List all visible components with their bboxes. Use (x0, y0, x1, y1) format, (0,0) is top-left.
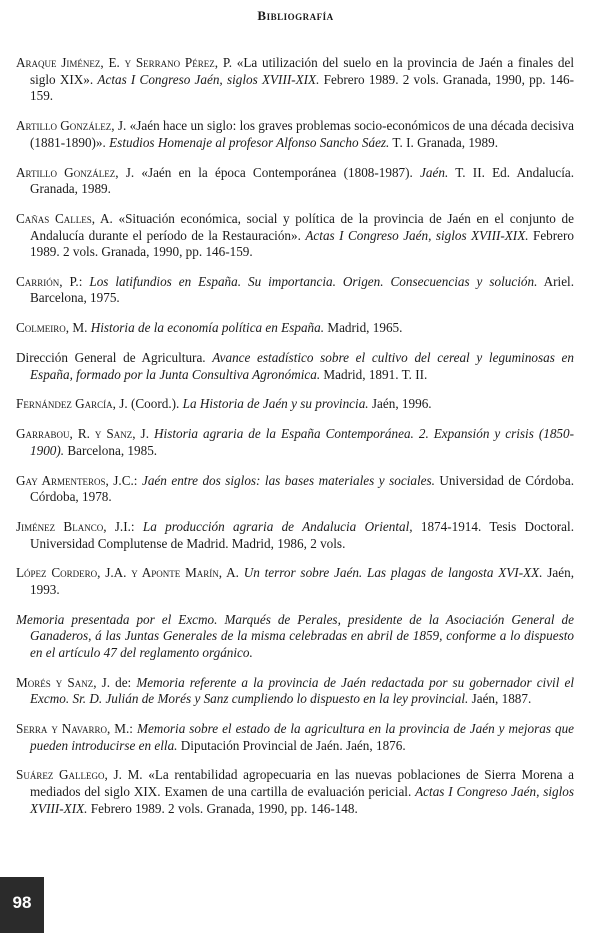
entry-title: Los latifundios en España. Su importancia. Origen. Consecuencias y solución. (89, 273, 538, 289)
entry-title: Memoria presentada por el Excmo. Marqués de Perales, presidente de la Asociación General de Ganaderos, á las Juntas Generales de la misma celebradas en abril de 1859, conforme a lo dispuesto en el artículo 47 del reglamento orgánico. (16, 611, 574, 660)
entry-author: Dirección General de Agricultura. (16, 350, 206, 366)
page-title: Bibliografía (257, 8, 334, 23)
bibliography-entry (16, 519, 574, 552)
entry-details: Ariel. Barcelona, 1975. (30, 273, 575, 306)
bibliography-entry (16, 767, 574, 817)
entry-text: «Jaén en la época Contemporánea (1808-1987). (134, 164, 421, 180)
entry-text: «La utilización del suelo en la provincia de Jaén a finales del siglo XIX». (30, 55, 574, 87)
bibliography-entry (16, 55, 574, 105)
entry-title: Jaén. (420, 164, 449, 180)
entry-text: (Coord.). (127, 396, 183, 412)
entry-details: Madrid, 1891. T. II. (320, 366, 428, 382)
bibliography-entry (16, 118, 574, 151)
entry-details: Madrid, 1965. (324, 320, 403, 336)
entry-author: Colmeiro, M. (16, 320, 88, 336)
entry-title: Actas I Congreso Jaén, siglos XVIII-XIX. (30, 784, 574, 816)
entry-title: Historia agraria de la España Contemporánea. 2. Expansión y crisis (1850-1900). (30, 426, 575, 458)
entry-title: Jaén entre dos siglos: las bases materiales y sociales. (141, 472, 435, 488)
entry-text: «Situación económica, social y política de la provincia de Jaén en el conjunto de Andalucía durante el período de la Restauración». (30, 210, 574, 243)
entry-title: Avance estadístico sobre el cultivo del cereal y leguminosas en España, formado por la Junta Consultiva Agronómica. (30, 350, 575, 382)
entry-details: Febrero 1989. 2 vols. Granada, 1990, pp. 146-148. (87, 800, 358, 816)
entry-details: Jaén, 1993. (30, 565, 575, 597)
bibliography-entry (16, 211, 574, 261)
entry-title: La Historia de Jaén y su provincia. (182, 396, 369, 412)
entry-author: Morés y Sanz, J. (16, 674, 111, 690)
entry-details: 1874-1914. Tesis Doctoral. Universidad Complutense de Madrid. Madrid, 1986, 2 vols. (30, 518, 574, 551)
entry-details: Febrero 1989. 2 vols. Granada, 1990, pp. 146-159. (30, 71, 574, 104)
entry-author: Artillo González, J. (16, 118, 127, 134)
entry-text (135, 519, 143, 534)
bibliography-entry (16, 320, 574, 337)
entry-author: Gay Armenteros, J.C.: (16, 472, 138, 488)
entry-author: Artillo González, J. (16, 164, 135, 180)
entry-title: Actas I Congreso Jaén, siglos XVIII-XIX. (97, 71, 320, 87)
entry-title: Historia de la economía política en España. (90, 320, 325, 336)
entry-details: Universidad de Córdoba. Córdoba, 1978. (30, 472, 574, 505)
bibliography-entry (16, 675, 574, 708)
entry-author: Serra y Navarro, M.: (16, 721, 133, 737)
entry-title: Memoria sobre el estado de la agricultura en la provincia de Jaén y mejoras que pueden introducirse en ella. (30, 721, 575, 753)
entry-details: Febrero 1989. 2 vols. Granada, 1990, pp. 146-159. (30, 227, 575, 260)
bibliography-entry (16, 274, 574, 307)
entry-author: Araque Jiménez, E. y Serrano Pérez, P. (16, 55, 232, 71)
bibliography-entry (16, 426, 574, 459)
entry-author: López Cordero, J.A. y Aponte Marín, A. (16, 565, 239, 581)
entry-author: Garrabou, R. y Sanz, J. (16, 426, 149, 442)
bibliography-entry (16, 350, 574, 383)
entry-text: «La rentabilidad agropecuaria en las nuevas poblaciones de Sierra Morena a mediados del siglo XIX. Examen de una cartilla de evaluación pericial. (30, 767, 574, 799)
bibliography-entry (16, 721, 574, 754)
bibliography-list (16, 42, 574, 822)
bibliography-entry (16, 473, 574, 506)
entry-author: Suárez Gallego, J. M. (16, 767, 143, 783)
bibliography-entry (16, 612, 574, 662)
entry-author: Fernández García, J. (16, 396, 128, 412)
entry-details: Diputación Provincial de Jaén. Jaén, 1876. (177, 737, 406, 753)
entry-text: de: (110, 674, 137, 690)
entry-details: T. I. Granada, 1989. (389, 134, 499, 150)
entry-title: Memoria referente a la provincia de Jaén redactada por su gobernador civil el Excmo. Sr. D. Julián de Morés y Sanz cumpliendo lo dispuesto en la ley provincial. (30, 674, 574, 707)
entry-text: «Jaén hace un siglo: los graves problemas socio-económicos de una década decisiva (1881-1890)». (30, 118, 574, 150)
bibliography-entry (16, 565, 574, 598)
entry-details: Barcelona, 1985. (64, 442, 158, 458)
entry-author: Cañas Calles, A. (16, 210, 113, 226)
entry-details: Jaén, 1887. (468, 691, 532, 707)
bibliography-entry (16, 396, 574, 413)
entry-author: Carrión, P.: (16, 273, 83, 289)
entry-details: Jaén, 1996. (368, 396, 432, 412)
entry-title: Actas I Congreso Jaén, siglos XVIII-XIX. (305, 227, 529, 243)
page-number: 98 (0, 877, 44, 933)
bibliography-entry (16, 165, 574, 198)
entry-author: Jiménez Blanco, J.I.: (16, 518, 135, 534)
entry-title: Un terror sobre Jaén. Las plagas de langosta XVI-XX. (243, 565, 543, 581)
entry-title: Estudios Homenaje al profesor Alfonso Sancho Sáez. (109, 134, 390, 150)
entry-details: T. II. Ed. Andalucía. Granada, 1989. (30, 164, 575, 197)
entry-title: La producción agraria de Andalucia Oriental, (142, 518, 413, 534)
